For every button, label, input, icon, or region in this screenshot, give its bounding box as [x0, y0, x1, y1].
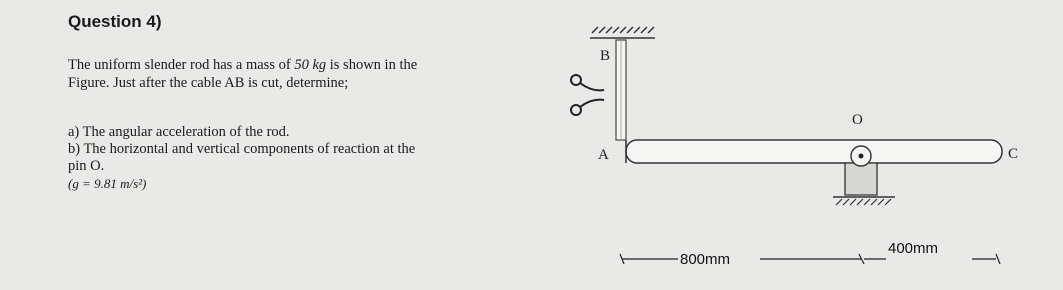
slender-rod [626, 140, 1002, 163]
statement-text-1-end: is shown in the [326, 57, 418, 73]
label-a: A [598, 147, 609, 163]
mass-value: 50 kg [294, 57, 327, 73]
scissors-icon [571, 75, 604, 115]
label-c: C [1008, 146, 1019, 162]
dimension-800: 800mm [680, 251, 731, 268]
ceiling-support [590, 27, 655, 38]
dimension-400: 400mm [888, 240, 939, 257]
question-title: Question 4) [68, 12, 162, 31]
label-o: O [852, 112, 863, 128]
label-b: B [600, 48, 611, 64]
part-b-line1: b) The horizontal and vertical components of reaction at the [68, 141, 416, 157]
dimension-line [620, 254, 1000, 264]
part-a: a) The angular acceleration of the rod. [68, 124, 290, 140]
gravity-value: (g = 9.81 m/s²) [68, 176, 147, 191]
statement-text-1: The uniform slender rod has a mass of [68, 57, 295, 73]
cable-ab [616, 40, 626, 140]
statement-text-2: Figure. Just after the cable AB is cut, determine; [68, 75, 349, 91]
part-b-line2: pin O. [68, 158, 105, 174]
